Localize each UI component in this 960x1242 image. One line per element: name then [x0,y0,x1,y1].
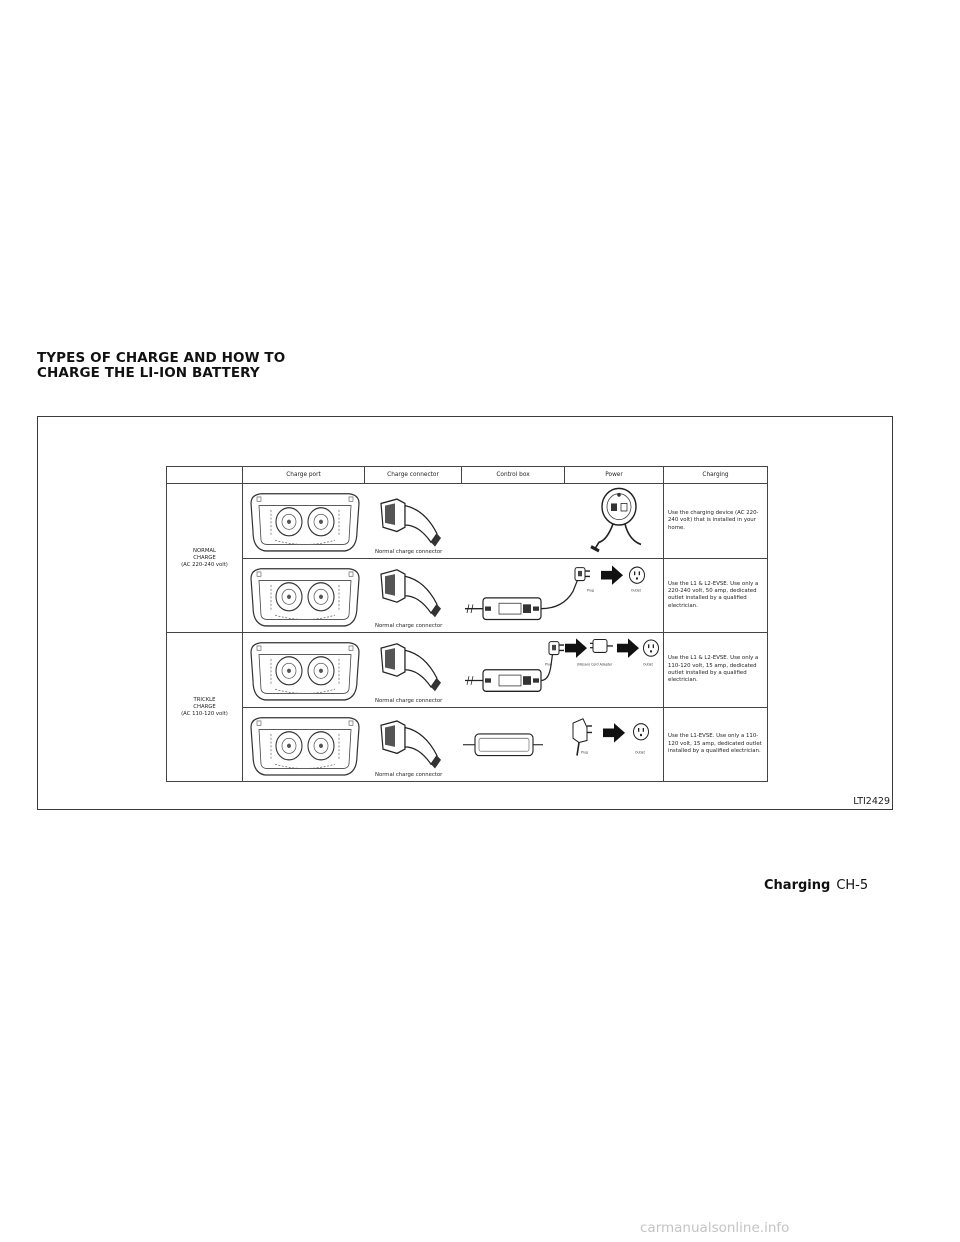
section-heading-line2: CHARGE THE LI-ION BATTERY [37,365,260,381]
footer-page-number: CH-5 [836,878,869,893]
plug-icon [549,642,564,655]
section-heading-line1: TYPES OF CHARGE AND HOW TO [37,350,286,366]
arrow-icon [617,638,639,657]
header-power: Power [565,467,664,484]
section-heading [37,351,457,381]
charge-connector-icon [381,644,441,692]
control-box-icon [475,733,533,755]
svg-text:Outlet: Outlet [635,749,645,754]
charge-port-icon [251,643,359,700]
footer-section: Charging [764,878,831,893]
connector-caption: Normal charge connector [375,548,443,555]
svg-text:Outlet: Outlet [643,662,653,667]
table-row [167,633,768,707]
charging-note: Use the L1-EVSE. Use only a 110-120 volt, 15 amp, dedicated outlet installed by a qualified electrician. [664,707,768,781]
charge-connector-icon [381,569,441,617]
header-empty-cell [167,467,243,484]
watermark: carmanualsonline.info [640,1220,790,1236]
outlet-icon [630,567,645,583]
plug-icon [575,567,590,580]
cord-adapter-icon [590,640,613,653]
table-row [167,484,768,558]
svg-text:(Nissan) Cord Adapter: (Nissan) Cord Adapter [577,662,613,667]
table-row [167,558,768,632]
control-box-icon [483,598,541,620]
charge-port-icon [251,717,359,774]
figure-id: LTI2429 [853,796,890,807]
svg-text:Outlet: Outlet [631,587,641,593]
outlet-icon [644,640,659,656]
normal-charge-evse-illustration [243,558,664,632]
connector-caption: Normal charge connector [375,697,443,704]
normal-charge-label: NORMAL CHARGE (AC 220-240 volt) [167,484,243,633]
arrow-icon [565,638,587,657]
home-charging-device-icon [591,489,641,552]
charge-connector-icon [381,499,441,547]
arrow-icon [603,723,625,742]
charge-types-table [166,466,768,782]
table-row [167,707,768,781]
charging-note: Use the L1 & L2-EVSE. Use only a 220-240 volt, 50 amp, dedicated outlet installed by a qualified electrician. [664,558,768,632]
header-control-box: Control box [462,467,565,484]
charge-port-icon [251,568,359,625]
header-charge-connector: Charge connector [365,467,462,484]
svg-text:Plug: Plug [587,587,594,593]
charge-port-icon [251,494,359,551]
svg-text:Plug: Plug [545,662,552,667]
header-charge-port: Charge port [243,467,365,484]
control-box-icon [483,670,541,692]
trickle-charge-adapter-illustration [243,633,664,707]
charge-connector-icon [381,720,441,768]
header-charging: Charging [664,467,768,484]
arrow-icon [601,565,623,584]
connector-caption: Normal charge connector [375,772,443,778]
svg-text:Plug: Plug [581,749,588,754]
charging-note: Use the L1 & L2-EVSE. Use only a 110-120 volt, 15 amp, dedicated outlet installed by a qualified electrician. [664,633,768,707]
normal-charge-home-illustration [243,484,664,558]
trickle-charge-evse-illustration [243,707,664,781]
charge-types-figure [37,416,893,810]
page-footer [764,878,868,893]
table-header-row [167,467,768,484]
trickle-charge-label: TRICKLE CHARGE (AC 110-120 volt) [167,633,243,782]
outlet-icon [634,723,649,739]
charging-note: Use the charging device (AC 220-240 volt) that is installed in your home. [664,484,768,558]
connector-caption: Normal charge connector [375,623,443,630]
